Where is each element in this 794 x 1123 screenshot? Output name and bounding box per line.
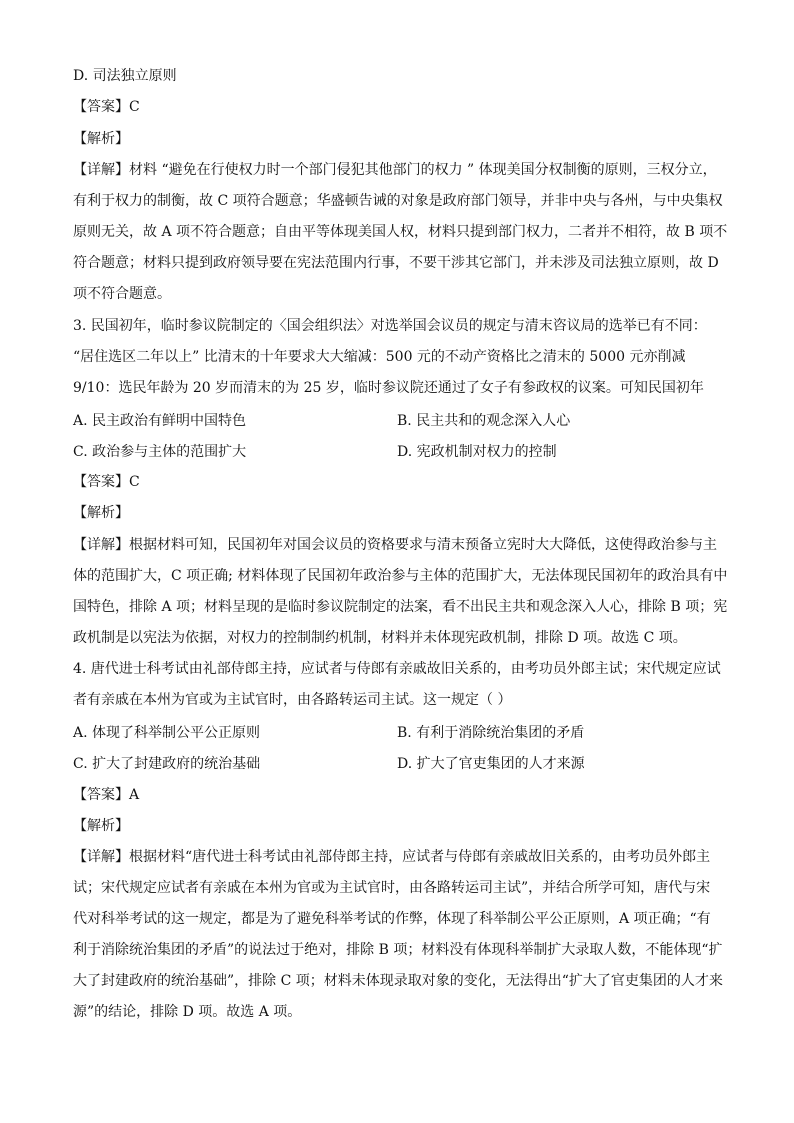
q4-detail-line: 【详解】根据材料“唐代进士科考试由礼部侍郎主持，应试者与侍郎有亲戚故旧关系的，由考功员外郎主 xyxy=(73,849,711,865)
q3-option-b: B. 民主共和的观念深入人心 xyxy=(397,413,571,429)
q2-detail-line: 【详解】材料 “避免在行使权力时一个部门侵犯其他部门的权力 ” 体现美国分权制衡的原则，三权分立， xyxy=(73,162,717,178)
q3-stem-line: 9/10：选民年龄为 20 岁而清末的为 25 岁，临时参议院还通过了女子有参政权的议案。可知民国初年 xyxy=(73,380,704,396)
q4-option-c: C. 扩大了封建政府的统治基础 xyxy=(73,756,261,772)
q3-detail-line: 【详解】根据材料可知，民国初年对国会议员的资格要求与清末预备立宪时大大降低，这使得政治参与主 xyxy=(73,537,717,553)
q4-analysis-heading: 【解析】 xyxy=(73,818,129,834)
q2-detail-line: 有利于权力的制衡，故 C 项符合题意；华盛顿告诫的对象是政府部门领导，并非中央与各州，与中央集权 xyxy=(73,193,723,209)
q2-analysis-heading: 【解析】 xyxy=(73,131,129,147)
q3-detail-line: 国特色，排除 A 项；材料呈现的是临时参议院制定的法案，看不出民主共和观念深入人心，排除 B 项；宪 xyxy=(73,599,728,615)
q4-detail-line: 大了封建政府的统治基础”，排除 C 项；材料未体现录取对象的变化，无法得出“扩大了官吏集团的人才来 xyxy=(73,973,723,989)
q3-analysis-heading: 【解析】 xyxy=(73,505,129,521)
q4-detail xyxy=(73,842,723,1028)
q4-option-b: B. 有利于消除统治集团的矛盾 xyxy=(397,725,585,741)
q3-option-a: A. 民主政治有鲜明中国特色 xyxy=(73,413,247,429)
q3-detail-line: 体的范围扩大，C 项正确; 材料体现了民国初年政治参与主体的范围扩大，无法体现民国初年的政治具有中 xyxy=(73,568,728,584)
q4-stem-line: 4. 唐代进士科考试由礼部侍郎主持，应试者与侍郎有亲戚故旧关系的，由考功员外郎主试；宋代规定应试 xyxy=(73,661,721,677)
q3-option-d: D. 宪政机制对权力的控制 xyxy=(397,444,557,460)
q4-answer: 【答案】A xyxy=(73,787,140,803)
q3-detail xyxy=(73,530,728,654)
q2-option-d: D. 司法独立原则 xyxy=(73,68,177,84)
q2-detail xyxy=(73,155,728,310)
q3-detail-line: 政机制是以宪法为依据，对权力的控制制约机制，材料并未体现宪政机制，排除 D 项。故选 C 项。 xyxy=(73,630,687,646)
q4-detail-line: 试；宋代规定应试者有亲戚在本州为官或为主试官时，由各路转运司主试”，并结合所学可知，唐代与宋 xyxy=(73,880,711,896)
q2-detail-line: 项不符合题意。 xyxy=(73,286,171,302)
q4-option-a: A. 体现了科举制公平公正原则 xyxy=(73,725,261,741)
q4-detail-line: 利于消除统治集团的矛盾”的说法过于绝对，排除 B 项；材料没有体现科举制扩大录取人数，不能体现“扩 xyxy=(73,942,723,958)
q3-stem-line: “居住选区二年以上” 比清末的十年要求大大缩减：500 元的不动产资格比之清末的 5000 元亦削减 xyxy=(73,349,686,365)
q2-detail-line: 原则无关，故 A 项不符合题意；自由平等体现美国人权，材料只提到部门权力，二者并不相符，故 B 项不 xyxy=(73,224,728,240)
q3-answer: 【答案】C xyxy=(73,474,140,490)
q3-option-c: C. 政治参与主体的范围扩大 xyxy=(73,444,247,460)
q4-detail-line: 源”的结论，排除 D 项。故选 A 项。 xyxy=(73,1004,302,1020)
q4-stem xyxy=(73,654,723,716)
q2-detail-line: 符合题意；材料只提到政府领导要在宪法范围内行事，不要干涉其它部门，并未涉及司法独立原则，故 D xyxy=(73,255,719,271)
q3-stem xyxy=(73,311,723,404)
q4-stem-line: 者有亲戚在本州为官或为主试官时，由各路转运司主试。这一规定（ ） xyxy=(73,692,512,708)
q2-answer: 【答案】C xyxy=(73,99,140,115)
q4-detail-line: 代对科举考试的这一规定，都是为了避免科举考试的作弊，体现了科举制公平公正原则，A 项正确；“有 xyxy=(73,911,711,927)
q4-option-d: D. 扩大了官吏集团的人才来源 xyxy=(397,756,585,772)
q3-stem-line: 3. 民国初年，临时参议院制定的〈国会组织法〉对选举国会议员的规定与清末咨议局的选举已有不同： xyxy=(73,318,707,334)
